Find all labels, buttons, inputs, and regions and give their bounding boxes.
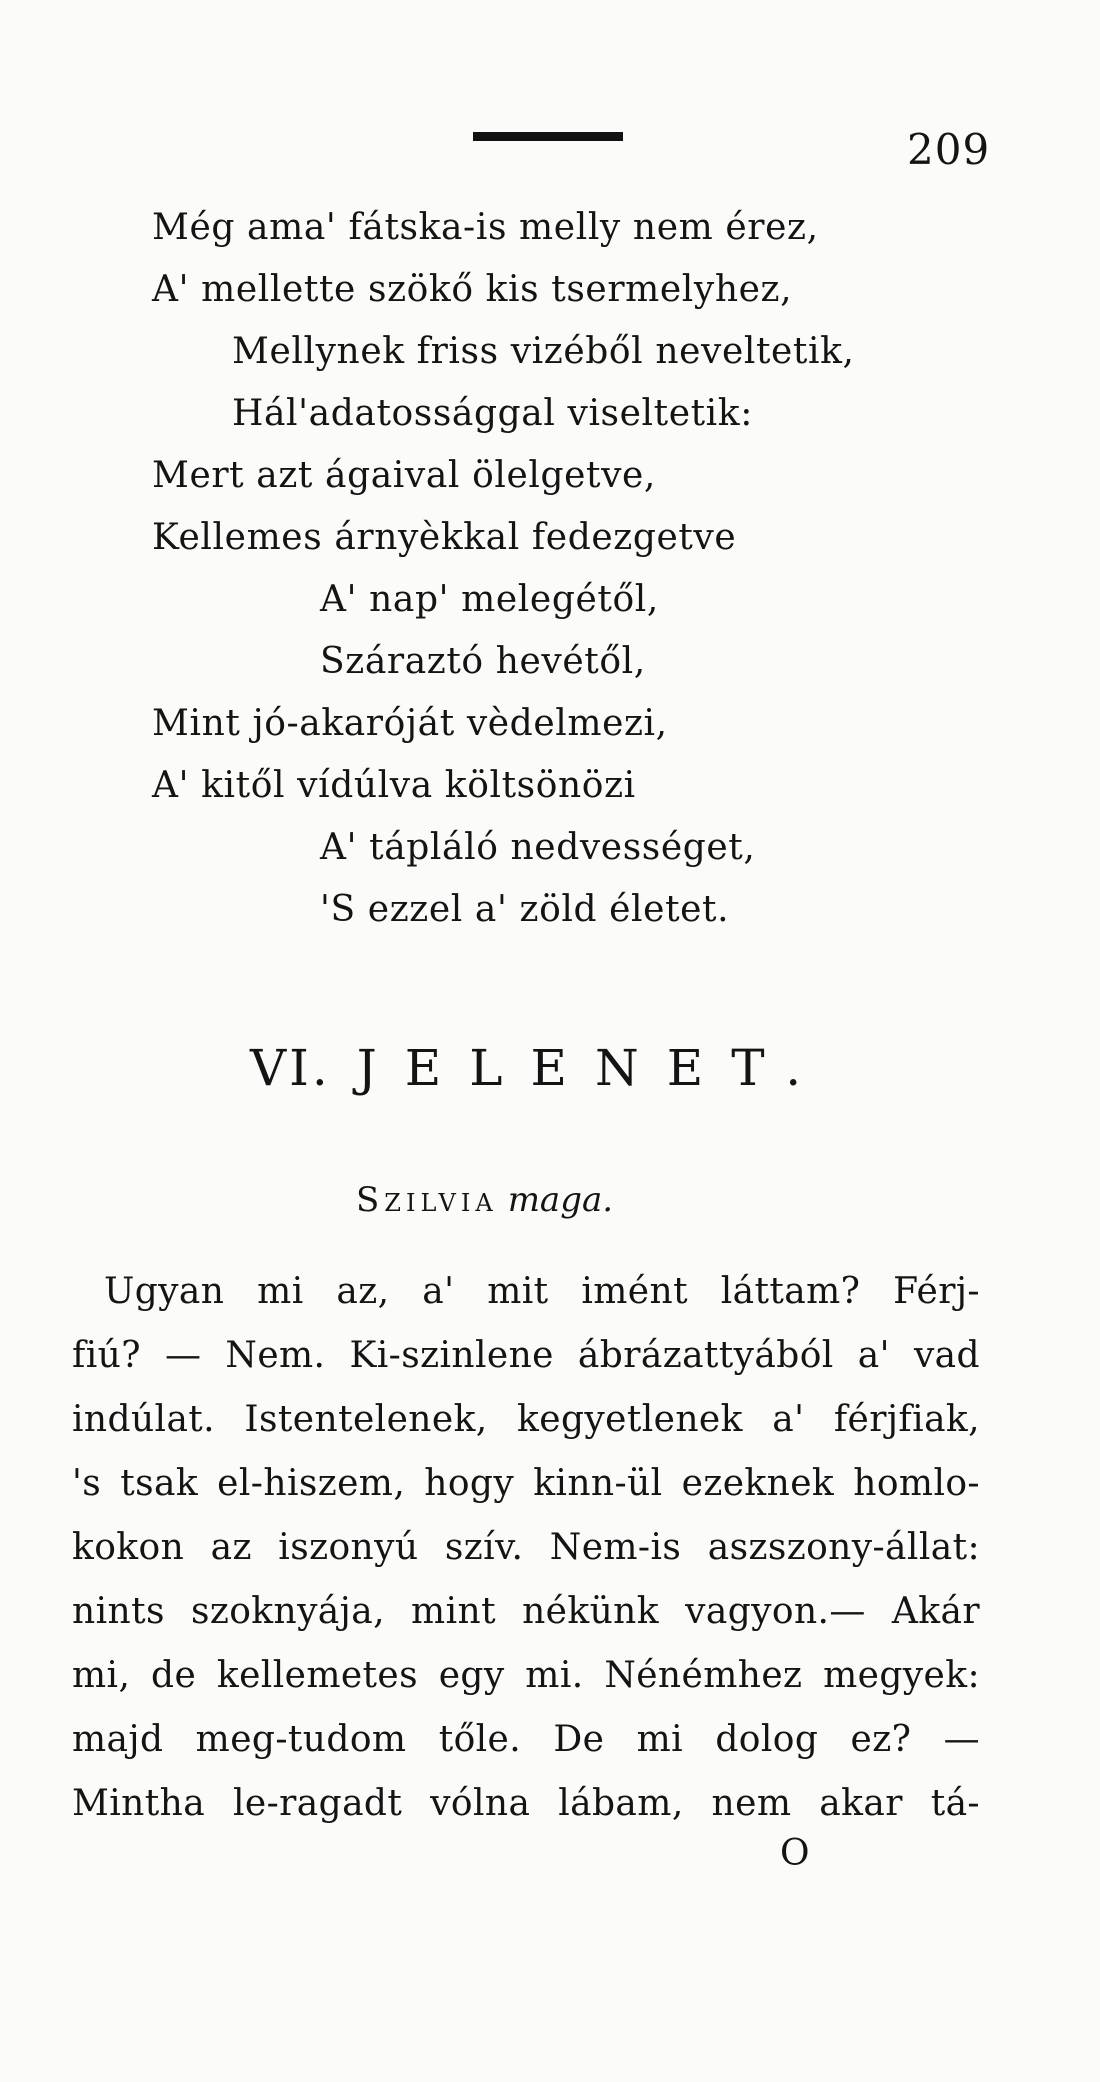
verse-line: A' mellette szökő kis tsermelyhez, [152,269,793,310]
speaker-name: Szilvia [356,1180,498,1220]
prose-line: Ugyan mi az, a' mit imént láttam? Férj- [104,1271,980,1312]
verse-line: Mellynek friss vizéből neveltetik, [232,331,855,372]
scene-heading [250,1038,829,1098]
verse-line: Kellemes árnyèkkal fedezgetve [152,517,737,558]
verse-line: A' kitől vídúlva költsönözi [152,765,636,806]
verse-line: A' tápláló nedvességet, [320,827,756,868]
page-number: 209 [907,125,991,174]
prose-line: Mintha le-ragadt vólna lábam, nem akar tá- [72,1783,980,1824]
verse-line: Száraztó hevétől, [320,641,646,682]
verse-line: Még ama' fátska-is melly nem érez, [152,207,819,248]
stage-direction: maga. [507,1180,614,1220]
verse-line: Mint jó-akaróját vèdelmezi, [152,703,668,744]
prose-line: 's tsak el-hiszem, hogy kinn-ül ezeknek homlo- [72,1463,980,1504]
prose-line: fiú? — Nem. Ki-szinlene ábrázattyából a' vad [72,1335,980,1376]
header-rule [473,132,623,141]
catchword: O [780,1833,810,1874]
prose-line: nints szoknyája, mint nékünk vagyon.— Akár [72,1591,980,1632]
prose-line: indúlat. Istentelenek, kegyetlenek a' férjfiak, [72,1399,980,1440]
verse-line: Mert azt ágaival ölelgetve, [152,455,656,496]
prose-line: majd meg-tudom tőle. De mi dolog ez? — [72,1719,980,1760]
verse-line: 'S ezzel a' zöld életet. [320,889,730,930]
scene-number: VI. [250,1039,331,1097]
verse-line: Hál'adatossággal viseltetik: [232,393,753,434]
verse-line: A' nap' melegétől, [320,579,659,620]
prose-line: mi, de kellemetes egy mi. Nénémhez megyek: [72,1655,980,1696]
speaker-line [356,1178,613,1222]
prose-line: kokon az iszonyú szív. Nem-is aszszony-állat: [72,1527,980,1568]
scene-title: JELENET. [356,1039,830,1097]
